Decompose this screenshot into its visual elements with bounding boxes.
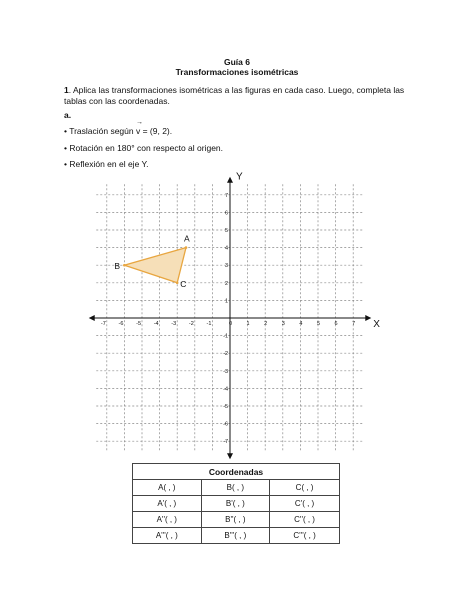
x-tick-label: 3: [281, 321, 285, 327]
x-tick-label: -6: [118, 321, 124, 327]
vertex-point: [123, 264, 126, 267]
page-title: Guía 6: [224, 57, 250, 67]
y-tick-label: 1: [224, 298, 228, 305]
y-tick-label: -6: [223, 421, 228, 428]
bullet-text: Traslación según: [69, 126, 136, 136]
table-cell[interactable]: A''( , ): [133, 512, 202, 528]
y-tick-label: 5: [224, 228, 228, 234]
y-tick-label: -2: [223, 351, 228, 358]
y-tick-label: 3: [224, 263, 228, 270]
x-tick-label: -5: [136, 321, 141, 327]
y-tick-label: -3: [223, 368, 228, 375]
x-tick-label: -4: [153, 321, 159, 327]
y-tick-label: 2: [224, 280, 228, 287]
table-row: [133, 528, 340, 544]
bullet-text: Reflexión en el eje Y.: [69, 159, 149, 169]
y-tick-label: 6: [224, 210, 228, 217]
x-arrow-icon: [365, 315, 371, 321]
table-cell[interactable]: A( , ): [133, 480, 202, 496]
coordinates-table: [132, 463, 340, 544]
bullet-symbol: •: [64, 159, 67, 169]
x-arrow-left-icon: [89, 315, 95, 321]
table-row: [133, 512, 340, 528]
y-tick-label: 4: [224, 245, 228, 252]
x-tick-label: -3: [171, 321, 177, 327]
triangle-abc: [124, 248, 186, 283]
table-row: [133, 480, 340, 496]
y-tick-label: -5: [223, 404, 228, 410]
y-tick-label: -4: [223, 386, 228, 393]
axes: [89, 172, 381, 460]
x-tick-label: 0: [228, 321, 232, 327]
y-axis-label: Y: [236, 171, 243, 183]
x-tick-label: 1: [246, 321, 250, 327]
vertex-label: C: [180, 278, 187, 289]
vector-v: → v: [135, 119, 143, 136]
y-tick-label: 7: [224, 192, 228, 199]
vector-arrow-icon: →: [135, 119, 143, 126]
table-row: [133, 496, 340, 512]
bullet-symbol: •: [64, 126, 67, 136]
bullet-symbol: •: [64, 143, 67, 153]
tick-labels: [101, 193, 355, 445]
x-tick-label: -7: [100, 321, 106, 327]
vertex-label: A: [184, 233, 190, 244]
table-cell[interactable]: C'''( , ): [270, 528, 340, 544]
exercise-number: 1: [64, 85, 69, 95]
exercise-text: . Aplica las transformaciones isométricas a las figuras en cada caso. Luego, completa las tablas con las coordenadas.: [64, 85, 405, 106]
vertex-label: B: [114, 261, 121, 272]
x-axis-label: X: [373, 319, 380, 330]
exercise-part-label: a.: [64, 110, 72, 120]
x-tick-label: 6: [334, 321, 338, 327]
y-arrow-down-icon: [227, 453, 233, 459]
x-tick-label: 4: [299, 321, 303, 327]
table-cell[interactable]: C'( , ): [270, 496, 340, 512]
y-arrow-icon: [227, 177, 233, 183]
x-tick-label: 2: [264, 321, 268, 327]
table-cell[interactable]: C( , ): [270, 480, 340, 496]
x-tick-label: 7: [352, 321, 356, 327]
table-cell[interactable]: B'''( , ): [201, 528, 270, 544]
table-cell[interactable]: B'( , ): [201, 496, 270, 512]
table-cell[interactable]: B( , ): [201, 480, 270, 496]
bullet-text-after: = (9, 2).: [140, 126, 173, 136]
table-cell[interactable]: A'( , ): [133, 496, 202, 512]
y-tick-label: -7: [223, 439, 228, 446]
table-cell[interactable]: C''( , ): [270, 512, 340, 528]
page-subtitle: Transformaciones isométricas: [175, 67, 299, 77]
vertex-point: [185, 246, 188, 249]
table-cell[interactable]: A'''( , ): [133, 528, 202, 544]
y-tick-label: -1: [223, 333, 228, 340]
triangle-figure: [114, 234, 190, 289]
vertex-point: [176, 282, 179, 285]
bullet-text: Rotación en 180° con respecto al origen.: [69, 143, 224, 153]
table-cell[interactable]: B''( , ): [201, 512, 270, 528]
x-tick-label: -1: [206, 321, 212, 327]
table-header: Coordenadas: [133, 464, 340, 480]
x-tick-label: 5: [316, 321, 320, 327]
x-tick-label: -2: [188, 321, 194, 327]
